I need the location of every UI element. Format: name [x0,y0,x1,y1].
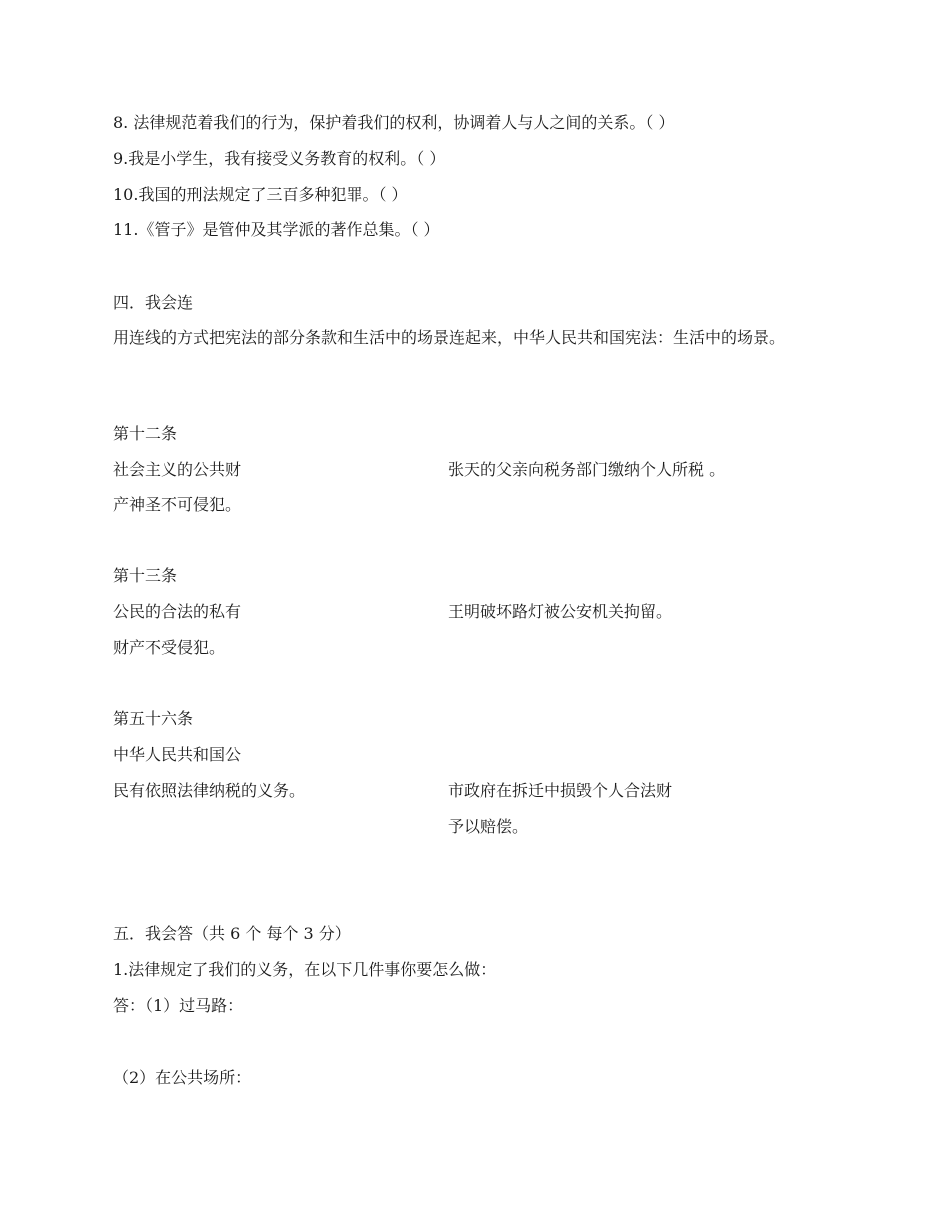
tf-item-8: 8. 法律规范着我们的行为，保护着我们的权利，协调着人与人之间的关系。（ ） [113,113,675,132]
article-12-text-1: 社会主义的公共财 [113,460,242,479]
scene-demolition-2: 予以赔偿。 [448,817,529,836]
article-12-text-2: 产神圣不可侵犯。 [113,495,242,514]
article-13-label: 第十三条 [113,566,178,585]
article-56-label: 第五十六条 [113,709,194,728]
section5-answer-2: （2）在公共场所： [113,1068,252,1087]
scene-streetlight: 王明破坏路灯被公安机关拘留。 [448,602,673,621]
tf-item-9: 9.我是小学生，我有接受义务教育的权利。（ ） [113,149,446,168]
tf-item-11: 11.《管子》是管仲及其学派的著作总集。（ ） [113,220,440,239]
article-56-text-1: 中华人民共和国公 [113,745,242,764]
scene-demolition-1: 市政府在拆迁中损毁个人合法财 [448,781,673,800]
section4-title: 四．我会连 [113,293,194,312]
section5-question-1: 1.法律规定了我们的义务，在以下几件事你要怎么做： [113,960,497,979]
tf-item-10: 10.我国的刑法规定了三百多种犯罪。（ ） [113,185,408,204]
scene-tax: 张天的父亲向税务部门缴纳个人所税 。 [448,460,726,479]
article-12-label: 第十二条 [113,424,178,443]
article-13-text-1: 公民的合法的私有 [113,602,242,621]
article-56-text-2: 民有依照法律纳税的义务。 [113,781,306,800]
article-13-text-2: 财产不受侵犯。 [113,638,226,657]
section5-title: 五．我会答（共 6 个 每个 3 分） [113,924,351,943]
section4-instruction: 用连线的方式把宪法的部分条款和生活中的场景连起来，中华人民共和国宪法：生活中的场景。 [113,328,786,347]
section5-answer-1: 答：（1）过马路： [113,996,244,1015]
